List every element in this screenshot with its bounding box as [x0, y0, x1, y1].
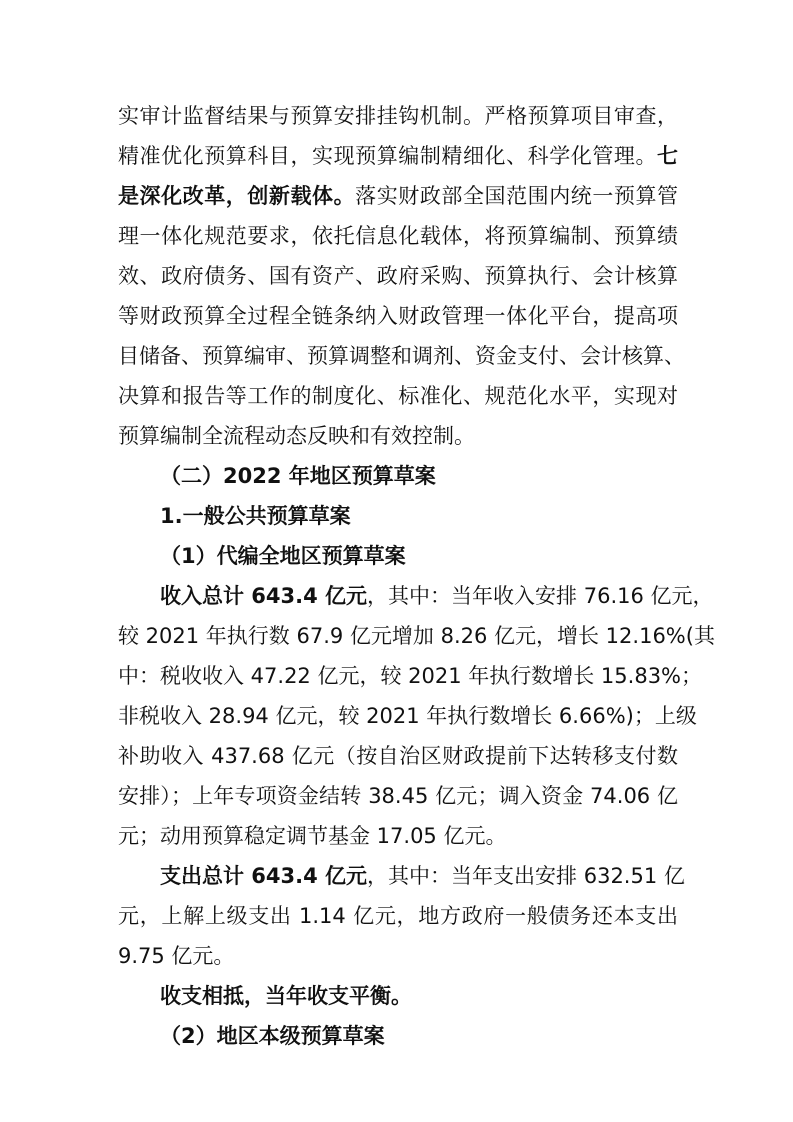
text-segment: ，其中：当年支出安排 632.51 亿	[367, 864, 685, 888]
text-line	[118, 221, 678, 251]
text-line	[118, 741, 678, 771]
text-segment: 决算和报告等工作的制度化、标准化、规范化水平，实现对	[118, 384, 678, 408]
text-segment: 较 2021 年执行数 67.9 亿元增加 8.26 亿元，增长 12.16%(其	[118, 624, 715, 648]
text-line	[118, 661, 703, 691]
text-segment: 实审计监督结果与预算安排挂钩机制。严格预算项目审查，	[118, 104, 678, 128]
text-line	[118, 421, 678, 451]
text-segment: 9.75 亿元。	[118, 944, 235, 968]
subsubsection-heading	[160, 1021, 678, 1051]
text-segment: 非税收入 28.94 亿元，较 2021 年执行数增长 6.66%)；上级	[118, 704, 697, 728]
subsubsection-heading-text: （2）地区本级预算草案	[160, 1024, 385, 1048]
text-segment: 落实财政部全国范围内统一预算管	[355, 184, 679, 208]
text-line	[118, 821, 678, 851]
text-segment: 理一体化规范要求，依托信息化载体，将预算编制、预算绩	[118, 224, 678, 248]
text-segment: 等财政预算全过程全链条纳入财政管理一体化平台，提高项	[118, 304, 678, 328]
subsection-heading	[160, 501, 678, 531]
subsection-heading-text: 1.一般公共预算草案	[160, 504, 351, 528]
text-line	[118, 341, 685, 371]
text-line	[118, 101, 678, 131]
text-line	[118, 901, 678, 931]
text-segment: 中：税收收入 47.22 亿元，较 2021 年执行数增长 15.83%；	[118, 664, 703, 688]
text-segment-bold: 支出总计 643.4 亿元	[160, 864, 368, 888]
subsubsection-heading	[160, 541, 678, 571]
text-segment: 安排）；上年专项资金结转 38.45 亿元；调入资金 74.06 亿	[118, 784, 678, 808]
text-segment: 元，上解上级支出 1.14 亿元，地方政府一般债务还本支出	[118, 904, 678, 928]
text-segment-bold: 收入总计 643.4 亿元	[160, 584, 368, 608]
text-segment: ，其中：当年收入安排 76.16 亿元，	[367, 584, 714, 608]
text-line	[118, 181, 678, 211]
section-heading-text: （二）2022 年地区预算草案	[160, 464, 436, 488]
text-line	[160, 581, 714, 611]
text-line	[118, 261, 678, 291]
section-heading	[160, 461, 678, 491]
text-line	[118, 301, 678, 331]
balance-statement	[160, 981, 678, 1011]
text-line	[118, 621, 715, 651]
text-line	[118, 941, 678, 971]
text-segment: 补助收入 437.68 亿元（按自治区财政提前下达转移支付数	[118, 744, 678, 768]
text-segment-bold: 七	[657, 144, 678, 168]
subsubsection-heading-text: （1）代编全地区预算草案	[160, 544, 406, 568]
text-segment: 目储备、预算编审、预算调整和调剂、资金支付、会计核算、	[118, 344, 685, 368]
text-line	[160, 861, 685, 891]
text-segment: 元；动用预算稳定调节基金 17.05 亿元。	[118, 824, 507, 848]
text-line	[118, 381, 678, 411]
text-segment: 效、政府债务、国有资产、政府采购、预算执行、会计核算	[118, 264, 678, 288]
text-line	[118, 141, 678, 171]
text-segment: 精准优化预算科目，实现预算编制精细化、科学化管理。	[118, 144, 657, 168]
text-line	[118, 701, 697, 731]
text-segment: 预算编制全流程动态反映和有效控制。	[118, 424, 475, 448]
text-segment-bold: 是深化改革，创新载体。	[118, 184, 356, 208]
balance-statement-text: 收支相抵，当年收支平衡。	[160, 984, 412, 1008]
text-line	[118, 781, 678, 811]
